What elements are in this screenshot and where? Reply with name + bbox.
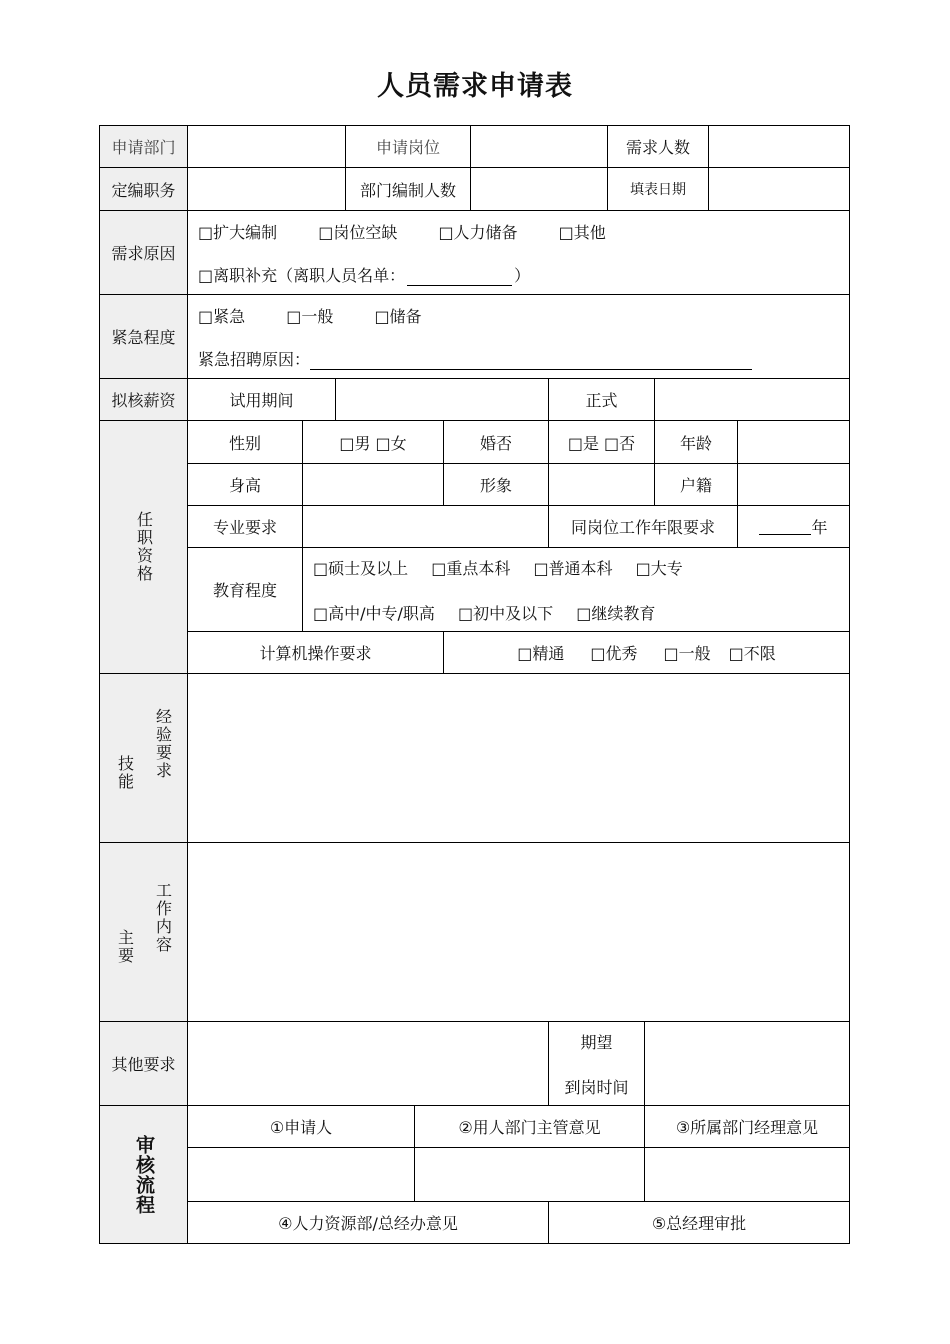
expected-date-label [549, 1022, 645, 1106]
married-options[interactable]: □是 □否 [549, 421, 655, 464]
image-label: 形象 [444, 464, 549, 506]
fill-date-field[interactable] [709, 168, 849, 211]
approval-step5-label: ⑤总经理审批 [651, 1214, 747, 1233]
option-vacancy-checkbox[interactable]: □岗位空缺 [318, 222, 398, 242]
computer-label: 计算机操作要求 [188, 632, 444, 674]
reserve-checkbox[interactable]: □储备 [374, 306, 422, 326]
work-label [100, 843, 188, 1022]
edu-key-bachelor-checkbox[interactable]: □重点本科 [431, 558, 511, 578]
reason-label: 需求原因 [100, 211, 188, 295]
dept-headcount-label: 部门编制人数 [346, 168, 471, 211]
skills-label-col1: 技能 [115, 755, 135, 791]
approval-step2-label: ②用人部门主管意见 [415, 1106, 645, 1148]
urgency-label: 紧急程度 [100, 295, 188, 379]
education-row-2 [313, 601, 655, 624]
gender-options[interactable]: □男 □女 [303, 421, 444, 464]
fill-date-label: 填表日期 [608, 168, 709, 211]
major-label: 专业要求 [188, 506, 303, 548]
other-label: 其他要求 [100, 1022, 188, 1106]
skills-label [100, 674, 188, 843]
resign-names-blank[interactable] [407, 269, 512, 286]
urgency-options [188, 295, 849, 379]
years-suffix: 年 [811, 518, 828, 537]
edu-highschool-checkbox[interactable]: □高中/中专/职高 [313, 603, 435, 623]
urgency-options-row [198, 304, 458, 327]
edu-middleschool-checkbox[interactable]: □初中及以下 [458, 603, 554, 623]
years-field[interactable] [738, 506, 849, 548]
expected-date-line1: 期望 [580, 1032, 613, 1052]
approval-step1-label: ①申请人 [188, 1106, 415, 1148]
education-label: 教育程度 [188, 548, 303, 632]
approval-step3-field[interactable] [645, 1148, 849, 1202]
married-label: 婚否 [444, 421, 549, 464]
hukou-label: 户籍 [655, 464, 738, 506]
dept-field[interactable] [188, 126, 346, 168]
resign-suffix: ） [514, 265, 531, 285]
urgent-reason-row [198, 347, 752, 370]
years-label: 同岗位工作年限要求 [549, 506, 738, 548]
skills-field[interactable] [188, 674, 849, 843]
approval-step3-label: ③所属部门经理意见 [645, 1106, 849, 1148]
height-label: 身高 [188, 464, 303, 506]
approval-label [100, 1106, 188, 1243]
work-label-col1: 主要 [115, 929, 135, 965]
edu-college-checkbox[interactable]: □大专 [635, 558, 683, 578]
computer-normal-checkbox[interactable]: □一般 [663, 644, 711, 663]
option-reserve-checkbox[interactable]: □人力储备 [438, 222, 518, 242]
computer-options [444, 632, 849, 674]
formal-label: 正式 [549, 379, 655, 421]
hukou-field[interactable] [738, 464, 849, 506]
computer-good-checkbox[interactable]: □优秀 [590, 644, 638, 663]
image-field[interactable] [549, 464, 655, 506]
expected-date-line2: 到岗时间 [564, 1077, 629, 1097]
major-field[interactable] [303, 506, 549, 548]
approval-step1-field[interactable] [188, 1148, 415, 1202]
probation-salary-field[interactable] [336, 379, 549, 421]
height-field[interactable] [303, 464, 444, 506]
urgent-checkbox[interactable]: □紧急 [198, 306, 246, 326]
reason-options [188, 211, 849, 295]
dept-label: 申请部门 [100, 126, 188, 168]
normal-checkbox[interactable]: □一般 [286, 306, 334, 326]
resign-replacement-row [198, 263, 530, 286]
option-expand-checkbox[interactable]: □扩大编制 [198, 222, 278, 242]
urgent-reason-blank[interactable] [310, 353, 752, 370]
staffing-field[interactable] [188, 168, 346, 211]
dept-headcount-field[interactable] [471, 168, 608, 211]
gender-label: 性别 [188, 421, 303, 464]
form-title: 人员需求申请表 [377, 71, 573, 102]
other-field[interactable] [188, 1022, 549, 1106]
approval-step4-label: ④人力资源部/总经办意见 [188, 1202, 549, 1243]
skills-label-col2: 经验要求 [153, 708, 173, 780]
age-label: 年龄 [655, 421, 738, 464]
edu-master-checkbox[interactable]: □硕士及以上 [313, 558, 409, 578]
qualification-label [100, 421, 188, 674]
headcount-label: 需求人数 [608, 126, 709, 168]
approval-label-text: 审核流程 [133, 1134, 155, 1215]
option-other-checkbox[interactable]: □其他 [558, 222, 606, 242]
age-field[interactable] [738, 421, 849, 464]
years-blank[interactable] [759, 518, 811, 535]
education-options [303, 548, 849, 632]
salary-label: 拟核薪资 [100, 379, 188, 421]
work-field[interactable] [188, 843, 849, 1022]
approval-step2-field[interactable] [415, 1148, 645, 1202]
probation-label: 试用期间 [188, 379, 336, 421]
position-field[interactable] [471, 126, 608, 168]
request-form [99, 125, 850, 1244]
work-label-col2: 工作内容 [153, 882, 173, 954]
qualification-label-text: 任职资格 [134, 511, 154, 583]
computer-any-checkbox[interactable]: □不限 [728, 644, 776, 663]
resign-replacement-checkbox[interactable]: □离职补充（离职人员名单： [198, 265, 406, 285]
urgent-reason-label: 紧急招聘原因： [198, 349, 311, 369]
expected-date-field[interactable] [645, 1022, 849, 1106]
formal-salary-field[interactable] [655, 379, 849, 421]
headcount-field[interactable] [709, 126, 849, 168]
education-row-1 [313, 556, 683, 579]
edu-bachelor-checkbox[interactable]: □普通本科 [533, 558, 613, 578]
staffing-label: 定编职务 [100, 168, 188, 211]
reason-options-row [198, 220, 642, 243]
position-label: 申请岗位 [346, 126, 471, 168]
computer-expert-checkbox[interactable]: □精通 [517, 644, 565, 663]
edu-continuing-checkbox[interactable]: □继续教育 [576, 603, 656, 623]
